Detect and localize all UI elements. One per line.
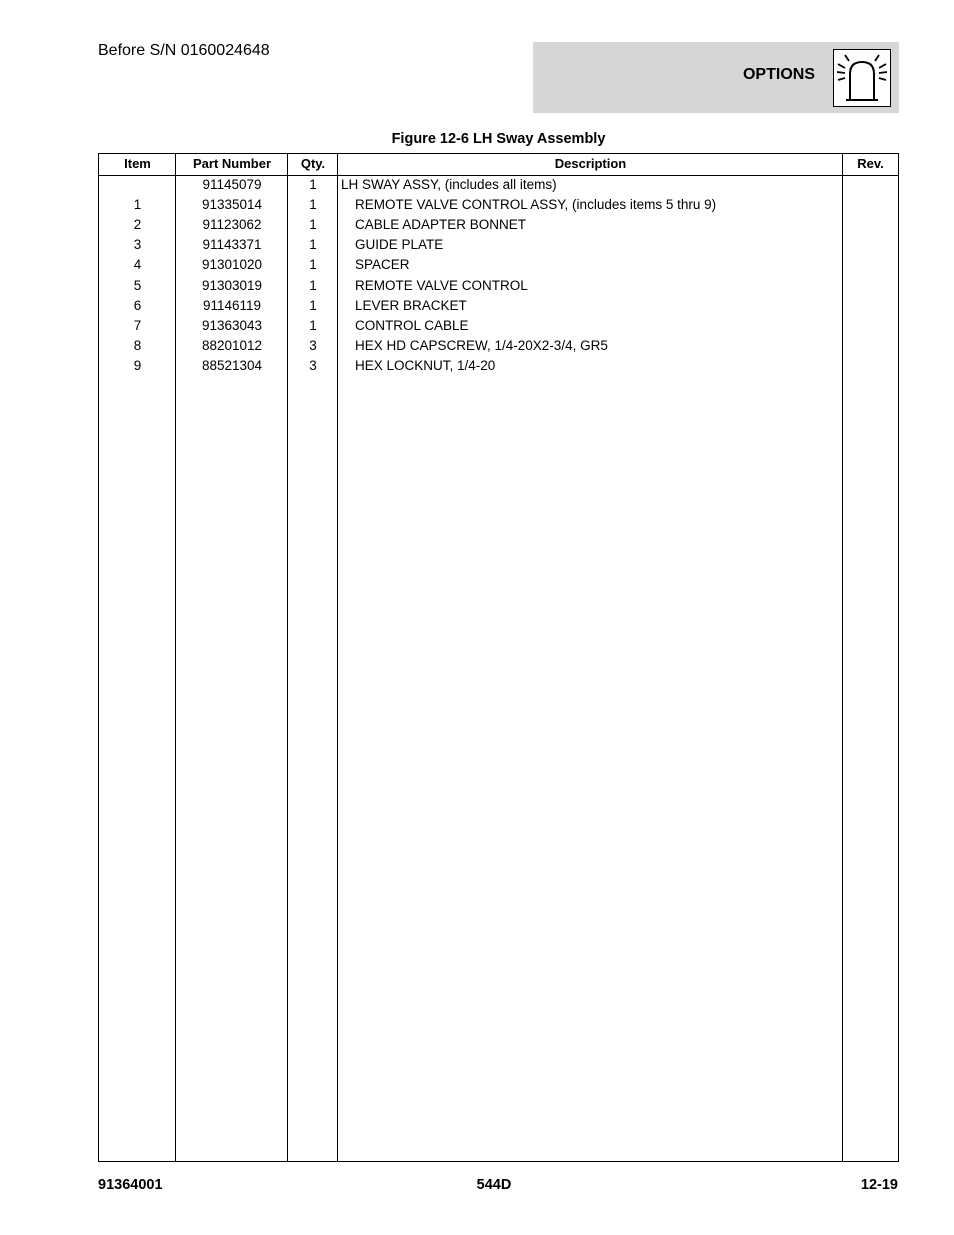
rev-cell	[843, 356, 898, 376]
rev-cell	[843, 195, 898, 215]
qty-cell: 1	[309, 217, 317, 233]
part-number-cell: 91363043	[201, 317, 263, 333]
qty-cell: 3	[309, 357, 317, 373]
rev-cell	[843, 276, 898, 296]
item-cell: 9	[133, 357, 142, 373]
table-row	[99, 195, 898, 215]
item-cell: 4	[133, 257, 142, 273]
description-cell: REMOTE VALVE CONTROL ASSY, (includes items 5 thru 9)	[355, 197, 717, 213]
description-cell: LEVER BRACKET	[355, 297, 467, 313]
qty-cell: 3	[309, 337, 317, 353]
column-header-qty: Qty.	[300, 156, 326, 171]
table-row	[99, 296, 898, 316]
rev-cell	[843, 336, 898, 356]
description-cell: REMOTE VALVE CONTROL	[355, 277, 528, 293]
part-number-cell: 91146119	[202, 297, 262, 313]
qty-cell: 1	[309, 317, 317, 333]
part-number-cell: 91143371	[202, 237, 262, 253]
description-cell: HEX HD CAPSCREW, 1/4-20X2-3/4, GR5	[355, 337, 608, 353]
item-cell	[99, 175, 176, 195]
item-cell: 1	[133, 197, 142, 213]
description-cell: GUIDE PLATE	[355, 237, 444, 253]
item-cell: 8	[133, 337, 142, 353]
table-row	[99, 235, 898, 255]
rev-cell	[843, 235, 898, 255]
parts-table	[98, 153, 899, 1162]
part-number-cell: 91145079	[202, 177, 262, 192]
description-cell: SPACER	[355, 257, 410, 273]
description-cell: CONTROL CABLE	[355, 317, 469, 333]
item-cell: 2	[133, 217, 142, 233]
part-number-cell: 91303019	[201, 277, 263, 293]
item-cell: 3	[133, 237, 142, 253]
page-number: 12-19	[860, 1177, 898, 1193]
qty-cell: 1	[309, 277, 317, 293]
beacon-light-icon	[833, 49, 891, 107]
qty-cell: 1	[309, 197, 317, 213]
qty-cell: 1	[309, 257, 317, 273]
figure-title: Figure 12-6 LH Sway Assembly	[391, 131, 606, 147]
document-number: 91364001	[98, 1177, 163, 1193]
qty-cell: 1	[309, 177, 317, 192]
item-cell: 5	[133, 277, 142, 293]
part-number-cell: 91123062	[202, 217, 262, 233]
description-cell: HEX LOCKNUT, 1/4-20	[355, 357, 496, 373]
part-number-cell: 88521304	[201, 357, 263, 373]
table-row	[99, 356, 898, 376]
section-title: OPTIONS	[742, 66, 815, 83]
serial-note: Before S/N 0160024648	[98, 42, 270, 59]
table-row	[99, 255, 898, 275]
item-cell: 7	[133, 317, 142, 333]
item-cell: 6	[133, 297, 142, 313]
rev-cell	[843, 296, 898, 316]
rev-cell	[843, 175, 898, 195]
column-header-item: Item	[124, 156, 151, 171]
part-number-cell: 91301020	[201, 257, 263, 273]
rev-cell	[843, 316, 898, 336]
part-number-cell: 88201012	[201, 337, 263, 353]
table-row	[99, 336, 898, 356]
model-number: 544D	[476, 1177, 512, 1193]
table-row	[99, 215, 898, 235]
column-header-rev: Rev.	[857, 156, 884, 171]
rev-cell	[843, 255, 898, 275]
qty-cell: 1	[309, 237, 317, 253]
description-cell: CABLE ADAPTER BONNET	[355, 217, 527, 233]
column-header-description: Description	[554, 156, 627, 171]
column-header-part-number: Part Number	[192, 156, 272, 171]
qty-cell: 1	[309, 297, 317, 313]
table-row	[99, 175, 898, 195]
rev-cell	[843, 215, 898, 235]
part-number-cell: 91335014	[201, 197, 263, 213]
table-row	[99, 276, 898, 296]
description-cell: LH SWAY ASSY, (includes all items)	[341, 177, 557, 192]
table-row	[99, 316, 898, 336]
section-header	[533, 42, 899, 113]
